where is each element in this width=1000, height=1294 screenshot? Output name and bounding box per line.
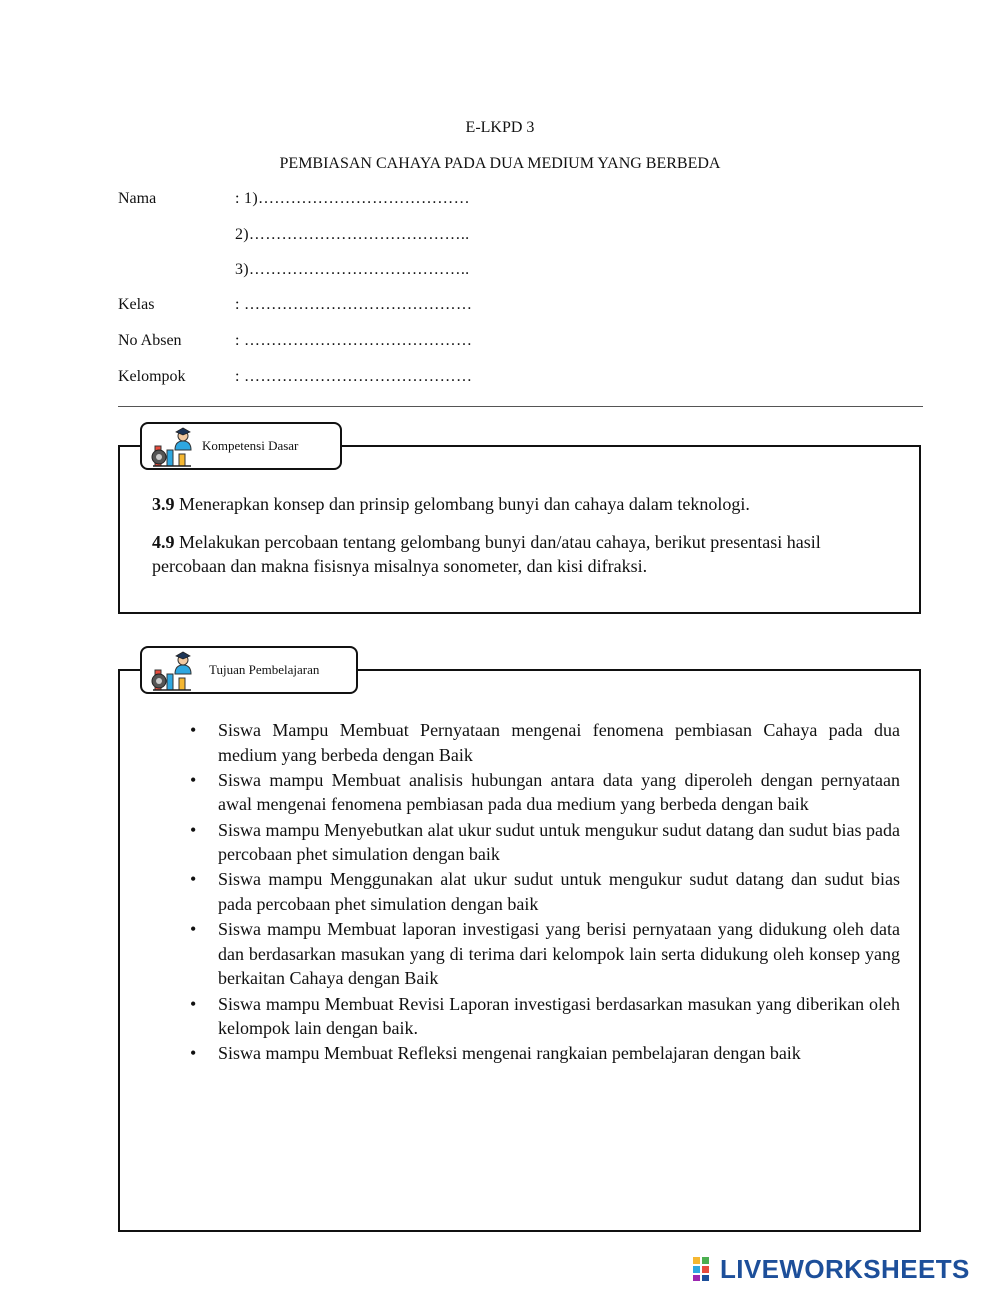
kd-text: Menerapkan konsep dan prinsip gelombang bunyi dan cahaya dalam teknologi.: [174, 494, 750, 514]
bullet-icon: •: [190, 819, 197, 840]
kelompok-field[interactable]: : ……………………………………: [235, 368, 473, 385]
kd-number: 4.9: [152, 532, 175, 552]
kelompok-label: Kelompok: [118, 368, 186, 385]
bullet-icon: •: [190, 1043, 197, 1064]
kompetensi-tab: [140, 422, 342, 470]
list-item: • Siswa mampu Membuat laporan investigasi yang berisi pernyataan yang didukung oleh data dan berdasarkan masukan yang di terima dari kelompok lain serta didukung oleh konsep yang berkaitan Cahaya dengan Baik: [190, 919, 900, 989]
bullet-icon: •: [190, 993, 197, 1014]
nama-field-1[interactable]: : 1)…………………………………: [235, 190, 470, 207]
bullet-icon: •: [190, 769, 197, 790]
kelas-label: Kelas: [118, 296, 155, 313]
nama-field-3[interactable]: 3)…………………………………..: [235, 261, 470, 278]
bullet-icon: •: [190, 869, 197, 890]
worksheet-title: E-LKPD 3: [465, 119, 535, 136]
kd-number: 3.9: [152, 494, 175, 514]
kd-item-4-9: [152, 530, 892, 578]
list-item: • Siswa mampu Menyebutkan alat ukur sudut untuk mengukur sudut datang dan sudut bias pada percobaan phet simulation dengan baik: [190, 819, 900, 865]
kd-text: Melakukan percobaan tentang gelombang bunyi dan/atau cahaya, berikut presentasi hasil percobaan dan makna fisisnya misalnya sonometer, dan kisi difraksi.: [152, 532, 821, 576]
nama-label: Nama: [118, 190, 157, 207]
bullet-icon: •: [190, 720, 197, 740]
tujuan-tab-label: Tujuan Pembelajaran: [209, 662, 320, 677]
header-divider: [118, 406, 923, 407]
kelas-field[interactable]: : ……………………………………: [235, 296, 473, 313]
teacher-chart-icon: [150, 648, 194, 692]
tujuan-list: [190, 718, 900, 1066]
list-item: • Siswa Mampu Membuat Pernyataan mengenai fenomena pembiasan Cahaya pada dua medium yang berbeda dengan Baik: [190, 720, 900, 765]
absen-field[interactable]: : ……………………………………: [235, 332, 473, 349]
liveworksheets-mark-icon: [692, 1256, 718, 1282]
worksheet-subtitle: PEMBIASAN CAHAYA PADA DUA MEDIUM YANG BERBEDA: [279, 155, 721, 172]
absen-label: No Absen: [118, 332, 182, 349]
kd-item-3-9: [152, 492, 892, 516]
list-item: • Siswa mampu Membuat analisis hubungan antara data yang diperoleh dengan pernyataan awal mengenai fenomena pembiasan pada dua medium yang berbeda dengan baik: [190, 769, 900, 815]
tujuan-tab: [140, 646, 358, 694]
list-item: • Siswa mampu Membuat Revisi Laporan investigasi berdasarkan masukan yang diberikan oleh kelompok lain dengan baik.: [190, 993, 900, 1039]
teacher-chart-icon: [150, 424, 194, 468]
list-item: • Siswa mampu Menggunakan alat ukur sudut untuk mengukur sudut datang dan sudut bias pada percobaan phet simulation dengan baik: [190, 869, 900, 914]
nama-field-2[interactable]: 2)…………………………………..: [235, 226, 470, 243]
brand-name: LIVEWORKSHEETS: [720, 1254, 970, 1284]
bullet-icon: •: [190, 919, 197, 940]
list-item: • Siswa mampu Membuat Refleksi mengenai rangkaian pembelajaran dengan baik: [218, 1041, 900, 1066]
kompetensi-tab-label: Kompetensi Dasar: [202, 438, 299, 453]
